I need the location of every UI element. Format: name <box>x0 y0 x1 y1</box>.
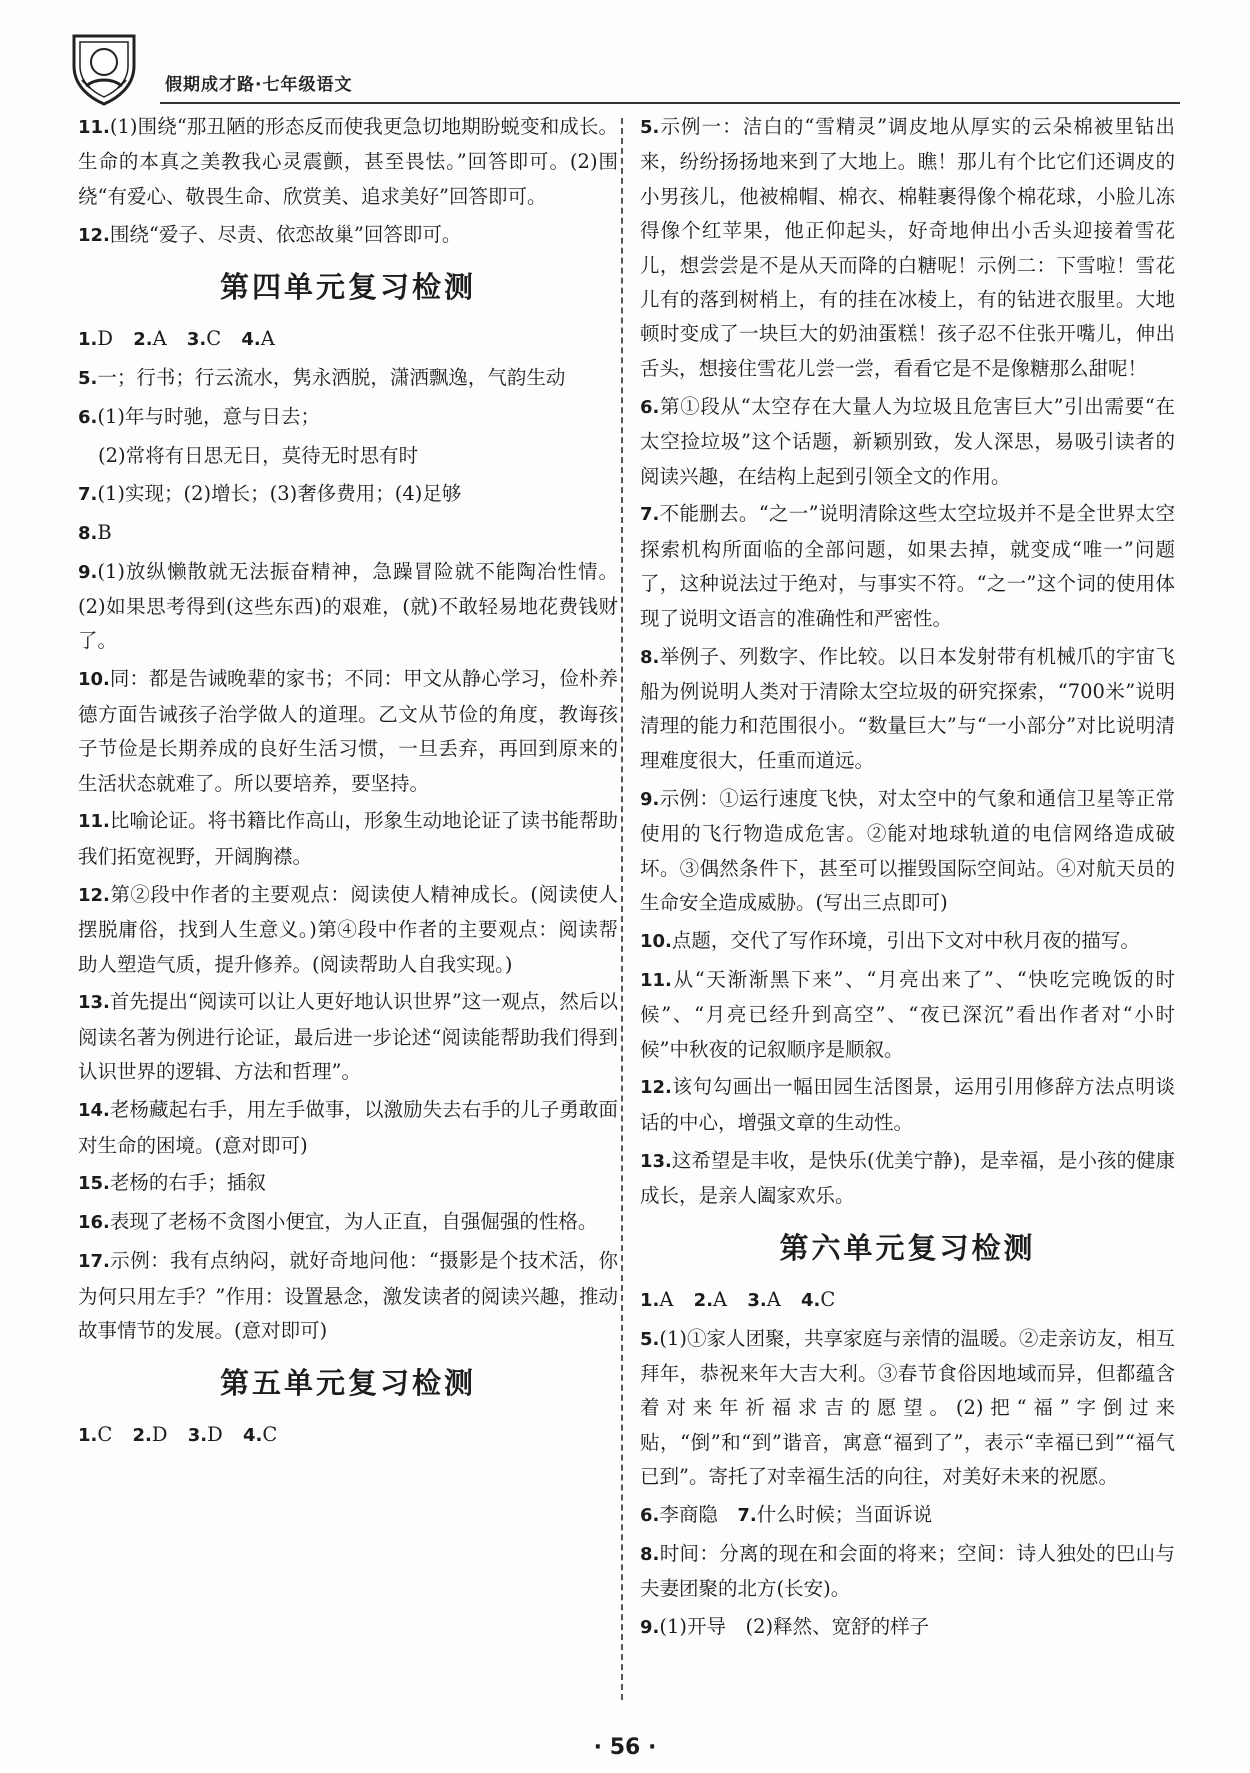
answer-item: 5.一；行书；行云流水，隽永洒脱，潇洒飘逸，气韵生动 <box>78 366 566 390</box>
left-column <box>78 110 618 1456</box>
page-number: · 56 · <box>593 1735 657 1760</box>
answer-item: 6.(1)年与时驰，意与日去； <box>78 404 320 428</box>
answer-item: 6.第①段从“太空存在大量人为垃圾且危害巨大”引出需要“在太空捡垃圾”这个话题，新颖别致，发人深思，易吸引读者的阅读兴趣，在结构上起到引领全文的作用。 <box>640 394 1175 488</box>
answer-item: 8.B <box>78 520 112 544</box>
multiple-choice-answers: 1.C 2.D 3.D 4.C <box>78 1422 278 1446</box>
answer-item: (2)常将有日思无日，莫待无时思有时 <box>98 443 419 467</box>
answer-item: 10.点题，交代了写作环境，引出下文对中秋月夜的描写。 <box>640 928 1140 952</box>
answer-item: 5.(1)①家人团聚，共享家庭与亲情的温暖。②走亲访友，相互拜年，恭祝来年大吉大利。③春节食俗因地域而异，但都蕴含着对来年祈福求吉的愿望。(2)把“福”字倒过来贴，“倒”和“到”谐音，寓意“福到了”，表示“幸福已到”“福气已到”。寄托了对幸福生活的向往，对美好未来的祝愿。 <box>640 1326 1175 1489</box>
column-divider <box>621 118 623 1700</box>
answer-item: 14.老杨藏起右手，用左手做事，以激励失去右手的儿子勇敢面对生命的困境。(意对即可) <box>78 1098 618 1157</box>
multiple-choice-answers: 1.D 2.A 3.C 4.A <box>78 327 275 351</box>
answer-item: 7.不能删去。“之一”说明清除这些太空垃圾并不是全世界太空探索机构所面临的全部问题，如果去掉，就变成“唯一”问题了，这种说法过于绝对，与事实不符。“之一”这个词的使用体现了说明文语言的准确性和严密性。 <box>640 502 1175 630</box>
answer-item: 16.表现了老杨不贪图小便宜，为人正直，自强倔强的性格。 <box>78 1210 598 1234</box>
answer-item: 9.示例：①运行速度飞快，对太空中的气象和通信卫星等正常使用的飞行物造成危害。②能对地球轨道的电信网络造成破坏。③偶然条件下，甚至可以摧毁国际空间站。④对航天员的生命安全造成威胁。(写出三点即可) <box>640 786 1175 914</box>
answer-item: 13.这希望是丰收，是快乐(优美宁静)，是幸福，是小孩的健康成长，是亲人阖家欢乐。 <box>640 1148 1175 1208</box>
section-title-unit4: 第四单元复习检测 <box>219 270 476 305</box>
answer-item: 12.围绕“爱子、尽责、依恋故巢”回答即可。 <box>78 222 462 246</box>
multiple-choice-answers: 1.A 2.A 3.A 4.C <box>640 1287 836 1311</box>
section-title-unit6: 第六单元复习检测 <box>779 1230 1036 1265</box>
answer-item: 12.第②段中作者的主要观点：阅读使人精神成长。(阅读使人摆脱庸俗，找到人生意义。)第④段中作者的主要观点：阅读帮助人塑造气质，提升修养。(阅读帮助人自我实现。) <box>78 882 618 976</box>
answer-item: 13.首先提出“阅读可以让人更好地认识世界”这一观点，然后以阅读名著为例进行论证，最后进一步论述“阅读能帮助我们得到认识世界的逻辑、方法和哲理”。 <box>78 990 618 1084</box>
answer-item: 8.举例子、列数字、作比较。以日本发射带有机械爪的宇宙飞船为例说明人类对于清除太空垃圾的研究探索，“700米”说明清理的能力和范围很小。“数量巨大”与“一小部分”对比说明清理难度很大，任重而道远。 <box>640 644 1175 772</box>
answer-item: 9.(1)开导 (2)释然、宽舒的样子 <box>640 1615 930 1639</box>
header-title: 假期成才路·七年级语文 <box>165 75 353 95</box>
header-rule <box>160 102 1180 104</box>
answer-item: 6.李商隐 7.什么时候；当面诉说 <box>640 1503 933 1527</box>
answer-item: 11.从“天渐渐黑下来”、“月亮出来了”、“快吃完晚饭的时候”、“月亮已经升到高空”、“夜已深沉”看出作者对“小时候”中秋夜的记叙顺序是顺叙。 <box>640 967 1175 1061</box>
answer-item: 12.该句勾画出一幅田园生活图景，运用引用修辞方法点明谈话的中心，增强文章的生动性。 <box>640 1075 1175 1134</box>
answer-item: 7.(1)实现；(2)增长；(3)奢侈费用；(4)足够 <box>78 481 462 505</box>
answer-item: 11.(1)围绕“那丑陋的形态反而使我更急切地期盼蜕变和成长。生命的本真之美教我心灵震颤，甚至畏怯。”回答即可。(2)围绕“有爱心、敬畏生命、欣赏美、追求美好”回答即可。 <box>78 115 618 208</box>
answer-item: 17.示例：我有点纳闷，就好奇地问他：“摄影是个技术活，你为何只用左手？”作用：设置悬念，激发读者的阅读兴趣，推动故事情节的发展。(意对即可) <box>78 1249 618 1343</box>
answer-item: 9.(1)放纵懒散就无法振奋精神，急躁冒险就不能陶冶性情。(2)如果思考得到(这些东西)的艰难，(就)不敢轻易地花费钱财了。 <box>78 559 618 653</box>
answer-item: 5.示例一：洁白的“雪精灵”调皮地从厚实的云朵棉被里钻出来，纷纷扬扬地来到了大地上。瞧！那儿有个比它们还调皮的小男孩儿，他被棉帽、棉衣、棉鞋裹得像个棉花球，小脸儿冻得像个红苹果，他正仰起头，好奇地伸出小舌头迎接着雪花儿，想尝尝是不是从天而降的白糖呢！示例二：下雪啦！雪花儿有的落到树梢上，有的挂在冰棱上，有的钻进衣服里。大地顿时变成了一块巨大的奶油蛋糕！孩子忍不住张开嘴儿，伸出舌头，想接住雪花儿尝一尝，看看它是不是像糖那么甜呢！ <box>640 115 1175 380</box>
answer-item: 10.同：都是告诫晚辈的家书；不同：甲文从静心学习，俭朴养德方面告诫孩子治学做人的道理。乙文从节俭的角度，教诲孩子节俭是长期养成的良好生活习惯，一旦丢弃，再回到原来的生活状态就难了。所以要培养，要坚持。 <box>78 667 618 795</box>
answer-item: 15.老杨的右手；插叙 <box>78 1171 266 1195</box>
answer-item: 11.比喻论证。将书籍比作高山，形象生动地论证了读书能帮助我们拓宽视野，开阔胸襟。 <box>78 809 618 868</box>
right-column <box>640 110 1175 1649</box>
section-title-unit5: 第五单元复习检测 <box>219 1365 476 1400</box>
answer-item: 8.时间：分离的现在和会面的将来；空间：诗人独处的巴山与夫妻团聚的北方(长安)。 <box>640 1541 1175 1601</box>
school-shield-logo-icon <box>68 30 140 106</box>
page-header <box>60 22 1180 112</box>
